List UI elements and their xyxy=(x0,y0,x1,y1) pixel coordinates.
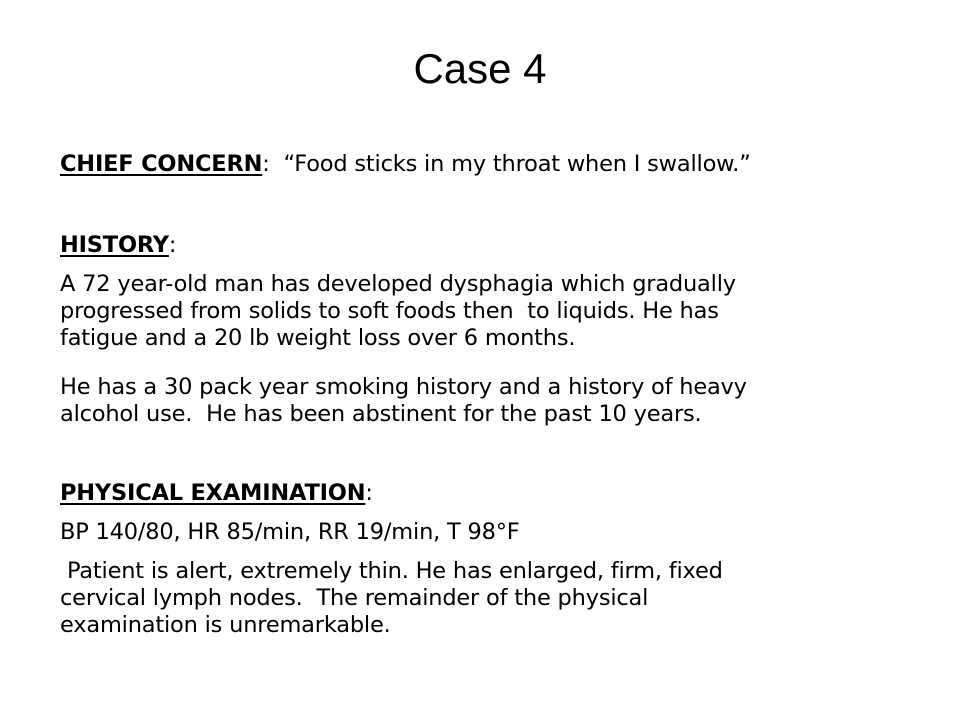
history-p2-line: alcohol use. He has been abstinent for the past 10 years. xyxy=(60,401,702,427)
chief-concern-label: CHIEF CONCERN xyxy=(60,151,263,177)
findings-line: Patient is alert, extremely thin. He has enlarged, firm, fixed xyxy=(60,558,723,584)
vitals-line: BP 140/80, HR 85/min, RR 19/min, T 98°F xyxy=(60,519,520,545)
chief-concern-line xyxy=(60,151,751,178)
physical-exam-heading xyxy=(60,480,373,507)
history-p1-line: A 72 year-old man has developed dysphagia which gradually xyxy=(60,271,736,297)
history-p1-line: progressed from solids to soft foods then to liquids. He has xyxy=(60,298,719,324)
physical-exam-label: PHYSICAL EXAMINATION xyxy=(60,480,366,506)
history-heading xyxy=(60,232,176,259)
findings-line: cervical lymph nodes. The remainder of the physical xyxy=(60,585,649,611)
physical-exam-findings xyxy=(60,558,723,639)
history-label: HISTORY xyxy=(60,232,169,258)
history-paragraph-2 xyxy=(60,374,747,428)
chief-concern-quote: “Food sticks in my throat when I swallow.” xyxy=(269,151,751,177)
physical-exam-colon: : xyxy=(365,480,373,506)
history-colon: : xyxy=(168,232,177,258)
history-paragraph-1 xyxy=(60,271,736,352)
history-p1-line: fatigue and a 20 lb weight loss over 6 months. xyxy=(60,325,576,351)
findings-line: examination is unremarkable. xyxy=(60,612,391,638)
chief-concern-colon: : xyxy=(262,151,270,177)
slide-title: Case 4 xyxy=(413,45,547,92)
history-p2-line: He has a 30 pack year smoking history and a history of heavy xyxy=(60,374,747,400)
